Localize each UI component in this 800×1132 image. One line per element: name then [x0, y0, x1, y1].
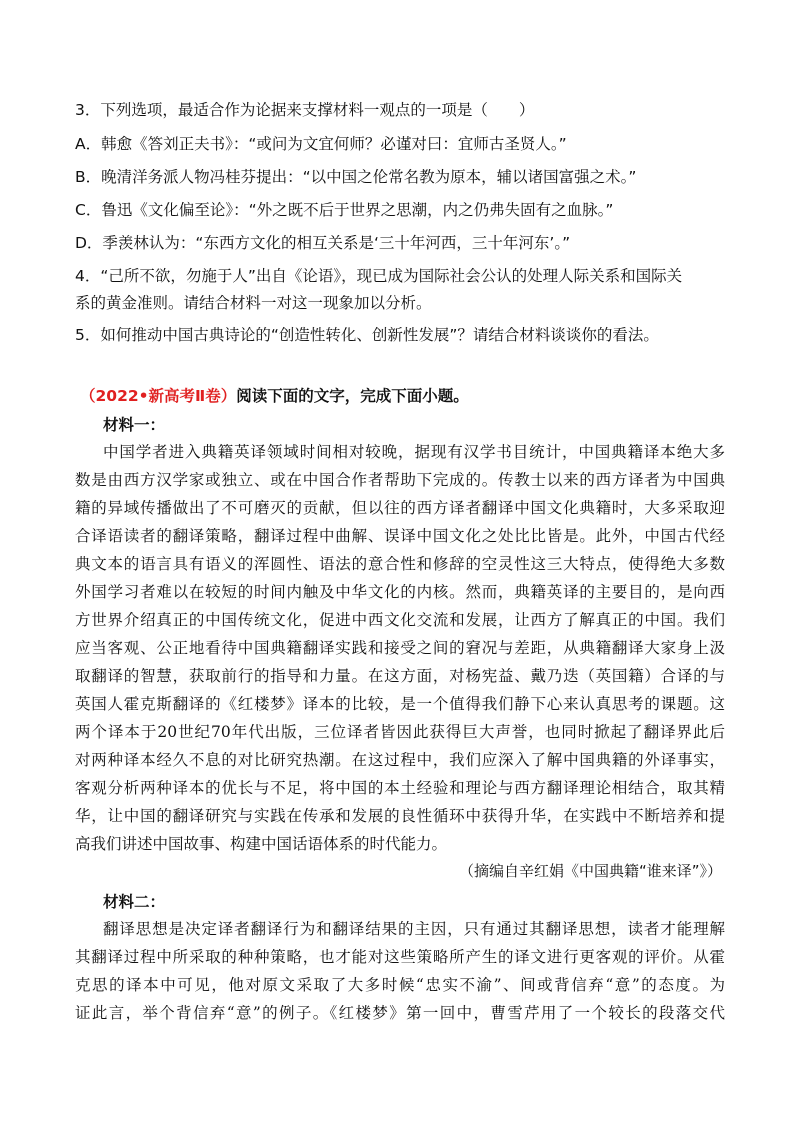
- option-b: B．晚清洋务派人物冯桂芬提出：“以中国之伦常名教为原本，辅以诸国富强之术。”: [75, 168, 637, 186]
- material-1-line: 对两种译本经久不息的对比研究热潮。在这过程中，我们应深入了解中国典籍的外译事实，: [75, 751, 725, 769]
- material-1-line: 合译语读者的翻译策略，翻译过程中曲解、误译中国文化之处比比皆是。此外，中国古代经: [75, 527, 725, 545]
- material-1-line: 数是由西方汉学家或独立、或在中国合作者帮助下完成的。传教士以来的西方译者为中国典: [75, 471, 725, 489]
- material-1-line: 取翻译的智慧，获取前行的指导和力量。在这方面，对杨宪益、戴乃迭（英国籍）合译的与: [75, 667, 725, 685]
- question-4-line-2: 系的黄金准则。请结合材料一对这一现象加以分析。: [75, 294, 432, 312]
- material-1-line: 籍的异域传播做出了不可磨灭的贡献，但以往的西方译者翻译中国文化典籍时，大多采取迎: [75, 499, 725, 517]
- material-2-title: 材料二：: [103, 893, 166, 911]
- material-1-line: 客观分析两种译本的优长与不足，将中国的本土经验和理论与西方翻译理论相结合，取其精: [75, 779, 725, 797]
- option-d: D．季羡林认为：“东西方文化的相互关系是‘三十年河西，三十年河东’。”: [75, 234, 571, 252]
- material-1-line: 华，让中国的翻译研究与实践在传承和发展的良性循环中获得升华，在实践中不断培养和提: [75, 807, 725, 825]
- material-1-line: 应当客观、公正地看待中国典籍翻译实践和接受之间的窘况与差距，从典籍翻译大家身上汲: [75, 639, 725, 657]
- material-1-line: 中国学者进入典籍英译领域时间相对较晚，据现有汉学书目统计，中国典籍译本绝大多: [103, 443, 725, 461]
- section-heading: [80, 384, 469, 406]
- material-1-line: 高我们讲述中国故事、构建中国话语体系的时代能力。: [75, 835, 448, 853]
- exam-source: （2022•新高考Ⅱ卷）: [80, 387, 237, 405]
- option-c: C．鲁迅《文化偏至论》：“外之既不后于世界之思潮，内之仍弗失固有之血脉。”: [75, 201, 614, 219]
- material-1-line: 外国学习者难以在较短的时间内触及中华文化的内核。然而，典籍英译的主要目的，是向西: [75, 583, 725, 601]
- material-1-line: 典文本的语言具有语义的浑圆性、语法的意合性和修辞的空灵性这三大特点，使得绝大多数: [75, 555, 725, 573]
- question-5: 5．如何推动中国古典诗论的“创造性转化、创新性发展”？请结合材料谈谈你的看法。: [75, 326, 659, 344]
- material-1-credit: （摘编自辛红娟《中国典籍“谁来译”》）: [458, 862, 722, 880]
- material-2-line: 克思的译本中可见，他对原文采取了大多时候“忠实不渝”、间或背信弃“意”的态度。为: [75, 976, 725, 994]
- material-2-line: 证此言，举个背信弃“意”的例子。《红楼梦》第一回中，曹雪芹用了一个较长的段落交代: [75, 1004, 725, 1022]
- material-1-title: 材料一：: [103, 416, 166, 434]
- material-2-line: 翻译思想是决定译者翻译行为和翻译结果的主因，只有通过其翻译思想，读者才能理解: [103, 920, 725, 938]
- material-1-line: 两个译本于20世纪70年代出版，三位译者皆因此获得巨大声誉，也同时掀起了翻译界此后: [75, 723, 725, 741]
- question-4-line-1: 4．“己所不欲，勿施于人”出自《论语》，现已成为国际社会公认的处理人际关系和国际关: [75, 267, 683, 285]
- material-2-line: 其翻译过程中所采取的种种策略，也才能对这些策略所产生的译文进行更客观的评价。从霍: [75, 948, 725, 966]
- question-3: 3．下列选项，最适合作为论据来支撑材料一观点的一项是（ ）: [75, 101, 535, 119]
- section-instruction: 阅读下面的文字，完成下面小题。: [236, 387, 469, 405]
- material-1-line: 英国人霍克斯翻译的《红楼梦》译本的比较，是一个值得我们静下心来认真思考的课题。这: [75, 695, 725, 713]
- material-1-line: 方世界介绍真正的中国传统文化，促进中西文化交流和发展，让西方了解真正的中国。我们: [75, 611, 725, 629]
- option-a: A．韩愈《答刘正夫书》：“或问为文宜何师？必谨对曰：宜师古圣贤人。”: [75, 135, 567, 153]
